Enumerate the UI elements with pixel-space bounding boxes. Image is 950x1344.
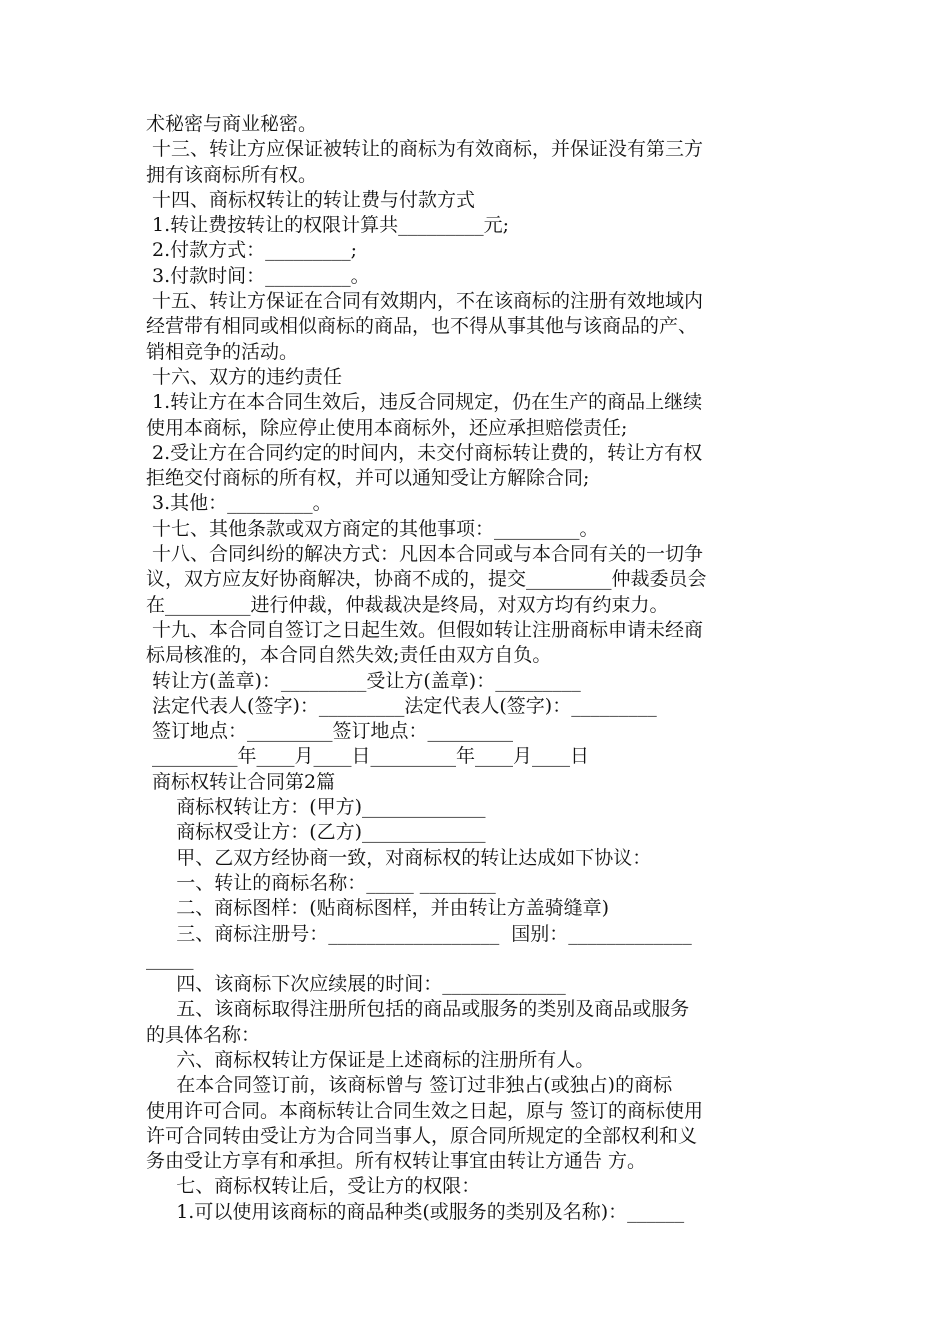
text-line: 1.转让费按转让的权限计算共_________元; [146,214,510,237]
text-line: 经营带有相同或相似商标的商品，也不得从事其他与该商品的产、 [146,315,698,338]
text-line: 议，双方应友好协商解决，协商不成的，提交_________仲裁委员会 [146,568,707,591]
date-line: _________年____月____日_________年____月____日 [146,745,590,768]
text-line: 1.转让方在本合同生效后，违反合同规定，仍在生产的商品上继续 [146,391,703,414]
text-line: 十三、转让方应保证被转让的商标为有效商标，并保证没有第三方 [146,138,704,161]
text-line: 拥有该商标所有权。 [146,163,318,186]
text-line: 三、商标注册号：__________________ 国别：_____________ [146,922,692,945]
document-body [146,112,810,1225]
text-line: 标局核准的，本合同自然失效;责任由双方自负。 [146,644,552,667]
text-line: 甲、乙双方经协商一致，对商标权的转让达成如下协议： [146,846,652,869]
signature-line: 转让方(盖章)：_________受让方(盖章)：_________ [146,669,581,692]
section-title: 商标权转让合同第2篇 [146,770,336,793]
text-line: 十八、合同纠纷的解决方式：凡因本合同或与本合同有关的一切争 [146,543,704,566]
text-line: 务由受让方享有和承担。所有权转让事宜由转让方通告 方。 [146,1150,647,1173]
text-line: 十五、转让方保证在合同有效期内，不在该商标的注册有效地域内 [146,290,704,313]
text-line: 术秘密与商业秘密。 [146,113,318,135]
text-line: 拒绝交付商标的所有权，并可以通知受让方解除合同; [146,467,590,490]
text-line: 许可合同转由受让方为合同当事人，原合同所规定的全部权利和义 [146,1124,698,1147]
text-line: 商标权受让方：(乙方)_____________ [146,821,486,844]
text-line: 使用本商标，除应停止使用本商标外，还应承担赔偿责任; [146,416,628,439]
text-line: 二、商标图样：(贴商标图样，并由转让方盖骑缝章) [146,897,610,920]
text-line: 3.其他：_________。 [146,492,332,515]
text-line: 在本合同签订前，该商标曾与 签订过非独占(或独占)的商标 [146,1074,673,1097]
text-line: 3.付款时间：_________。 [146,264,370,287]
text-line: _____ [146,947,194,970]
text-line: 十七、其他条款或双方商定的其他事项：_________。 [146,517,599,540]
text-line: 一、转让的商标名称：_____ ________ [146,871,496,894]
text-line: 七、商标权转让后，受让方的权限： [146,1175,481,1198]
text-line: 商标权转让方：(甲方)_____________ [146,796,486,819]
signature-line: 法定代表人(签字)：_________法定代表人(签字)：_________ [146,694,657,717]
text-line: 四、该商标下次应续展的时间：_____________ [146,973,566,996]
text-line: 1.可以使用该商标的商品种类(或服务的类别及名称)：______ [146,1200,685,1223]
text-line: 2.付款方式：_________; [146,239,358,262]
text-line: 六、商标权转让方保证是上述商标的注册所有人。 [146,1048,595,1071]
text-line: 在_________进行仲裁，仲裁裁决是终局，对双方均有约束力。 [146,593,669,616]
text-line: 使用许可合同。本商标转让合同生效之日起，原与 签订的商标使用 [146,1099,704,1122]
text-line: 2.受让方在合同约定的时间内，未交付商标转让费的，转让方有权 [146,441,703,464]
section-heading: 十四、商标权转让的转让费与付款方式 [146,188,476,211]
text-line: 五、该商标取得注册所包括的商品或服务的类别及商品或服务 [146,998,690,1021]
text-line: 销相竞争的活动。 [146,340,299,363]
section-heading: 十六、双方的违约责任 [146,365,343,388]
signature-line: 签订地点：_________签订地点：_________ [146,720,514,743]
text-line: 的具体名称： [146,1023,261,1046]
text-line: 十九、本合同自签订之日起生效。但假如转让注册商标申请未经商 [146,618,704,641]
